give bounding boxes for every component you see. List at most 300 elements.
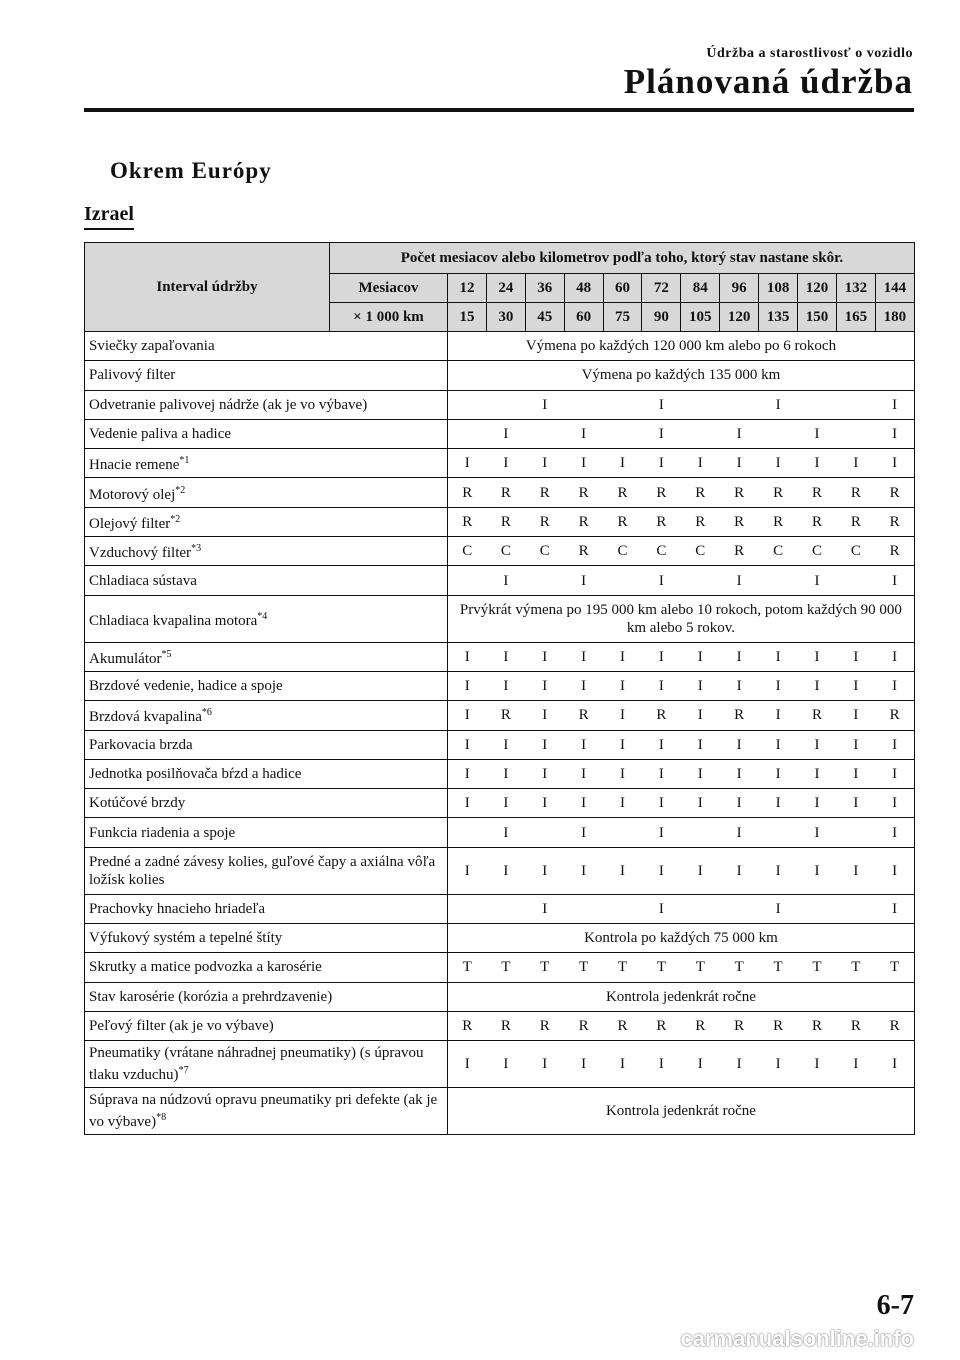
schedule-cell: I [681,701,720,730]
maintenance-item-label: Stav karosérie (korózia a prehrdzavenie) [89,988,333,1005]
schedule-cell: R [759,507,798,536]
table-row [85,789,915,818]
schedule-cell: C [798,537,837,566]
schedule-cell: I [642,671,681,700]
schedule-cell: I [525,759,564,788]
maintenance-item-label: Odvetranie palivovej nádrže (ak je vo výbave) [89,396,368,413]
maintenance-item-label: Predné a zadné závesy kolies, guľové čapy a axiálna vôľa ložísk kolies [89,853,436,888]
km-value: 120 [720,303,759,332]
schedule-cell: C [603,537,642,566]
schedule-cell: I [875,449,914,478]
schedule-cell: T [798,953,837,982]
schedule-cell: I [798,1041,837,1088]
schedule-cell: I [603,671,642,700]
schedule-cell: C [759,537,798,566]
schedule-cell: I [798,642,837,671]
schedule-cell: I [642,759,681,788]
schedule-cell: R [564,1011,603,1040]
maintenance-item [85,671,448,700]
schedule-cell: I [603,449,642,478]
schedule-cell [798,390,837,419]
schedule-cell: R [642,478,681,507]
schedule-cell: I [525,671,564,700]
table-row [85,449,915,478]
schedule-cell: R [603,478,642,507]
maintenance-item-label: Brzdové vedenie, hadice a spoje [89,678,283,695]
schedule-cell: I [603,1041,642,1088]
schedule-cell: T [603,953,642,982]
schedule-cell: R [486,478,525,507]
schedule-note: Výmena po každých 135 000 km [448,361,915,390]
schedule-cell: I [875,730,914,759]
maintenance-item [85,847,448,894]
schedule-cell: I [448,847,487,894]
period-header: Počet mesiacov alebo kilometrov podľa toho, ktorý stav nastane skôr. [330,243,915,274]
maintenance-item-label: Výfukový systém a tepelné štíty [89,930,283,947]
schedule-cell [448,390,487,419]
schedule-cell [681,419,720,448]
schedule-cell: I [836,759,875,788]
schedule-cell: R [564,507,603,536]
schedule-cell: I [486,566,525,595]
months-value: 12 [448,274,487,303]
schedule-cell: R [798,701,837,730]
schedule-cell: I [875,566,914,595]
schedule-cell: R [681,507,720,536]
schedule-cell: I [875,818,914,847]
page-title: Plánovaná údržba [623,62,913,101]
schedule-cell: I [798,566,837,595]
schedule-cell [603,894,642,923]
schedule-cell: I [759,390,798,419]
schedule-cell [448,566,487,595]
schedule-cell: R [448,507,487,536]
schedule-cell: I [525,730,564,759]
maintenance-item-label: Funkcia riadenia a spoje [89,824,236,841]
schedule-cell [759,419,798,448]
schedule-cell: I [720,566,759,595]
schedule-cell [836,566,875,595]
months-value: 60 [603,274,642,303]
schedule-cell: R [720,507,759,536]
schedule-cell: I [720,730,759,759]
table-row [85,1088,915,1135]
schedule-cell [564,390,603,419]
schedule-cell [525,818,564,847]
table-row [85,642,915,671]
schedule-cell: I [798,818,837,847]
schedule-cell: R [642,1011,681,1040]
schedule-cell: T [759,953,798,982]
schedule-cell [720,390,759,419]
schedule-cell: I [642,390,681,419]
schedule-note: Prvýkrát výmena po 195 000 km alebo 10 rokoch, potom každých 90 000 km alebo 5 rokov. [448,595,915,642]
schedule-cell: I [448,671,487,700]
schedule-cell: T [564,953,603,982]
months-value: 132 [836,274,875,303]
months-label: Mesiacov [330,274,448,303]
schedule-cell: I [603,847,642,894]
schedule-cell: R [759,1011,798,1040]
km-value: 60 [564,303,603,332]
months-value: 24 [486,274,525,303]
schedule-cell: R [759,478,798,507]
maintenance-item-label: Hnacie remene [89,457,180,474]
schedule-cell: I [642,1041,681,1088]
maintenance-schedule-table [84,242,915,1135]
table-row [85,507,915,536]
schedule-cell: I [681,671,720,700]
schedule-cell: I [486,789,525,818]
schedule-cell: I [720,847,759,894]
footnote-ref: *2 [170,513,181,525]
schedule-cell: I [836,642,875,671]
schedule-cell [448,419,487,448]
schedule-cell [798,894,837,923]
schedule-cell: T [448,953,487,982]
schedule-cell: I [759,1041,798,1088]
table-row [85,818,915,847]
schedule-cell: R [836,478,875,507]
schedule-cell: I [486,759,525,788]
maintenance-item [85,595,448,642]
schedule-cell: R [525,1011,564,1040]
schedule-cell: I [720,818,759,847]
schedule-cell: T [836,953,875,982]
schedule-note: Kontrola po každých 75 000 km [448,924,915,953]
schedule-body [85,332,915,1135]
schedule-cell: I [759,449,798,478]
maintenance-item [85,642,448,671]
page-number: 6-7 [876,1290,914,1321]
schedule-cell: R [875,701,914,730]
maintenance-item [85,390,448,419]
schedule-cell [836,390,875,419]
schedule-cell: T [720,953,759,982]
table-row [85,595,915,642]
table-row [85,566,915,595]
schedule-cell: C [448,537,487,566]
schedule-cell [759,818,798,847]
schedule-cell: I [486,449,525,478]
schedule-cell: I [525,642,564,671]
schedule-cell: T [642,953,681,982]
schedule-cell: I [603,759,642,788]
maintenance-item-label: Peľový filter (ak je vo výbave) [89,1018,274,1035]
schedule-cell: I [486,818,525,847]
km-value: 180 [875,303,914,332]
schedule-cell [525,566,564,595]
schedule-cell: I [875,789,914,818]
schedule-cell: I [875,390,914,419]
schedule-cell: I [525,390,564,419]
schedule-cell: I [642,789,681,818]
schedule-cell: I [720,419,759,448]
schedule-cell: I [759,894,798,923]
section-title: Okrem Európy [110,158,272,183]
maintenance-item [85,924,448,953]
schedule-cell: R [486,1011,525,1040]
maintenance-item-label: Chladiaca kvapalina motora [89,612,258,629]
schedule-cell: I [603,789,642,818]
schedule-cell: I [798,730,837,759]
months-value: 48 [564,274,603,303]
schedule-cell: I [836,730,875,759]
schedule-cell: I [875,847,914,894]
table-row [85,730,915,759]
maintenance-item-label: Vedenie paliva a hadice [89,426,232,443]
schedule-cell: I [564,419,603,448]
schedule-cell: I [642,419,681,448]
schedule-cell: I [836,701,875,730]
schedule-cell [759,566,798,595]
schedule-cell: I [720,642,759,671]
km-value: 165 [836,303,875,332]
schedule-cell: I [759,671,798,700]
schedule-cell: R [564,537,603,566]
schedule-cell [603,390,642,419]
schedule-cell: I [875,894,914,923]
schedule-cell: I [798,759,837,788]
schedule-cell: I [759,789,798,818]
schedule-cell [603,419,642,448]
schedule-cell: I [681,449,720,478]
schedule-cell: I [448,730,487,759]
schedule-cell [603,818,642,847]
schedule-cell [836,818,875,847]
schedule-cell: I [720,449,759,478]
schedule-cell: I [564,1041,603,1088]
interval-header: Interval údržby [85,243,330,332]
table-row [85,537,915,566]
schedule-cell: R [836,507,875,536]
schedule-cell: I [448,759,487,788]
footnote-ref: *3 [191,543,202,555]
schedule-cell: I [720,1041,759,1088]
months-value: 120 [798,274,837,303]
subsection-title: Izrael [84,203,134,230]
schedule-cell: I [875,671,914,700]
schedule-cell: I [603,701,642,730]
footnote-ref: *8 [156,1112,167,1124]
maintenance-item [85,759,448,788]
km-value: 15 [448,303,487,332]
schedule-cell [448,894,487,923]
schedule-cell: R [642,701,681,730]
schedule-cell [836,894,875,923]
table-row [85,671,915,700]
maintenance-item-label: Jednotka posilňovača bŕzd a hadice [89,766,302,782]
schedule-cell: I [798,671,837,700]
schedule-cell: I [759,701,798,730]
schedule-cell: I [836,449,875,478]
schedule-cell: R [486,701,525,730]
schedule-cell [681,818,720,847]
schedule-cell: I [681,847,720,894]
months-value: 84 [681,274,720,303]
km-value: 135 [759,303,798,332]
maintenance-item [85,566,448,595]
schedule-cell: I [720,789,759,818]
schedule-cell [836,419,875,448]
table-row [85,847,915,894]
km-value: 75 [603,303,642,332]
maintenance-item [85,818,448,847]
schedule-cell: I [798,847,837,894]
schedule-cell: I [564,847,603,894]
schedule-cell: I [642,566,681,595]
schedule-cell: I [525,1041,564,1088]
watermark: carmanualsonline.info [680,1326,914,1351]
schedule-cell: R [642,507,681,536]
schedule-cell: I [681,642,720,671]
schedule-cell: I [681,759,720,788]
maintenance-item [85,953,448,982]
maintenance-item [85,537,448,566]
maintenance-item-label: Parkovacia brzda [89,736,193,753]
schedule-cell: R [720,701,759,730]
footnote-ref: *1 [179,455,190,467]
schedule-cell: I [525,701,564,730]
maintenance-item [85,478,448,507]
maintenance-item-label: Sviečky zapaľovania [89,338,215,355]
schedule-cell: T [486,953,525,982]
months-value: 36 [525,274,564,303]
chapter-heading: Údržba a starostlivosť o vozidlo [706,46,913,61]
schedule-cell [525,419,564,448]
table-row [85,924,915,953]
schedule-cell: C [525,537,564,566]
schedule-cell: I [564,566,603,595]
schedule-cell: I [681,730,720,759]
schedule-cell: C [836,537,875,566]
schedule-cell: I [448,701,487,730]
schedule-cell: I [486,847,525,894]
schedule-cell: R [798,507,837,536]
schedule-cell: I [525,449,564,478]
schedule-cell: I [603,642,642,671]
footnote-ref: *5 [161,648,172,660]
schedule-cell: R [875,537,914,566]
schedule-cell: R [798,1011,837,1040]
maintenance-item-label: Brzdová kvapalina [89,709,202,726]
maintenance-item [85,361,448,390]
schedule-cell: I [486,730,525,759]
footnote-ref: *2 [175,484,186,496]
schedule-cell: I [798,419,837,448]
schedule-note: Kontrola jedenkrát ročne [448,982,915,1011]
table-row [85,1041,915,1088]
schedule-cell: I [603,730,642,759]
table-row [85,982,915,1011]
maintenance-item [85,449,448,478]
schedule-cell: I [642,642,681,671]
schedule-cell: C [642,537,681,566]
table-row [85,390,915,419]
schedule-cell: R [448,1011,487,1040]
schedule-cell: I [759,847,798,894]
maintenance-item-label: Pneumatiky (vrátane náhradnej pneumatiky) (s úpravou tlaku vzduchu) [89,1045,424,1084]
maintenance-item [85,1011,448,1040]
schedule-cell: I [836,789,875,818]
table-row [85,332,915,361]
maintenance-item-label: Skrutky a matice podvozka a karosérie [89,959,322,976]
footnote-ref: *4 [257,610,268,622]
maintenance-item-label: Palivový filter [89,367,176,384]
schedule-cell [486,894,525,923]
table-row [85,701,915,730]
table-row [85,759,915,788]
table-row [85,478,915,507]
schedule-cell: I [836,847,875,894]
schedule-cell: R [603,1011,642,1040]
schedule-cell [448,818,487,847]
km-value: 150 [798,303,837,332]
schedule-cell: I [875,419,914,448]
schedule-cell: I [875,1041,914,1088]
schedule-cell [681,390,720,419]
schedule-cell: I [681,1041,720,1088]
schedule-cell: R [681,1011,720,1040]
schedule-cell [681,894,720,923]
schedule-cell: I [448,789,487,818]
footnote-ref: *6 [201,707,212,719]
maintenance-item-label: Olejový filter [89,515,171,532]
months-value: 96 [720,274,759,303]
schedule-cell: R [875,507,914,536]
schedule-cell: I [564,449,603,478]
schedule-note: Kontrola jedenkrát ročne [448,1088,915,1135]
schedule-cell: I [486,419,525,448]
schedule-cell: I [642,847,681,894]
maintenance-item-label: Vzduchový filter [89,545,192,562]
schedule-cell: R [720,1011,759,1040]
schedule-cell: R [720,537,759,566]
schedule-cell: I [875,759,914,788]
schedule-cell [564,894,603,923]
schedule-cell [603,566,642,595]
schedule-cell: R [603,507,642,536]
schedule-cell: I [642,730,681,759]
months-value: 144 [875,274,914,303]
schedule-cell: I [759,642,798,671]
schedule-cell: I [720,671,759,700]
maintenance-item [85,332,448,361]
schedule-cell: R [525,507,564,536]
maintenance-item [85,730,448,759]
maintenance-item-label: Motorový olej [89,486,176,503]
km-value: 30 [486,303,525,332]
maintenance-item [85,894,448,923]
schedule-cell: I [798,789,837,818]
maintenance-item [85,507,448,536]
maintenance-item-label: Kotúčové brzdy [89,795,186,812]
schedule-cell: R [448,478,487,507]
maintenance-item [85,1041,448,1088]
km-value: 105 [681,303,720,332]
schedule-cell: I [448,1041,487,1088]
schedule-cell: I [486,642,525,671]
schedule-cell: R [564,478,603,507]
schedule-cell: I [836,1041,875,1088]
schedule-cell: R [875,478,914,507]
maintenance-item-label: Akumulátor [89,650,162,667]
table-row [85,1011,915,1040]
table-row [85,361,915,390]
footnote-ref: *7 [178,1065,189,1077]
schedule-cell: I [720,759,759,788]
schedule-cell [720,894,759,923]
